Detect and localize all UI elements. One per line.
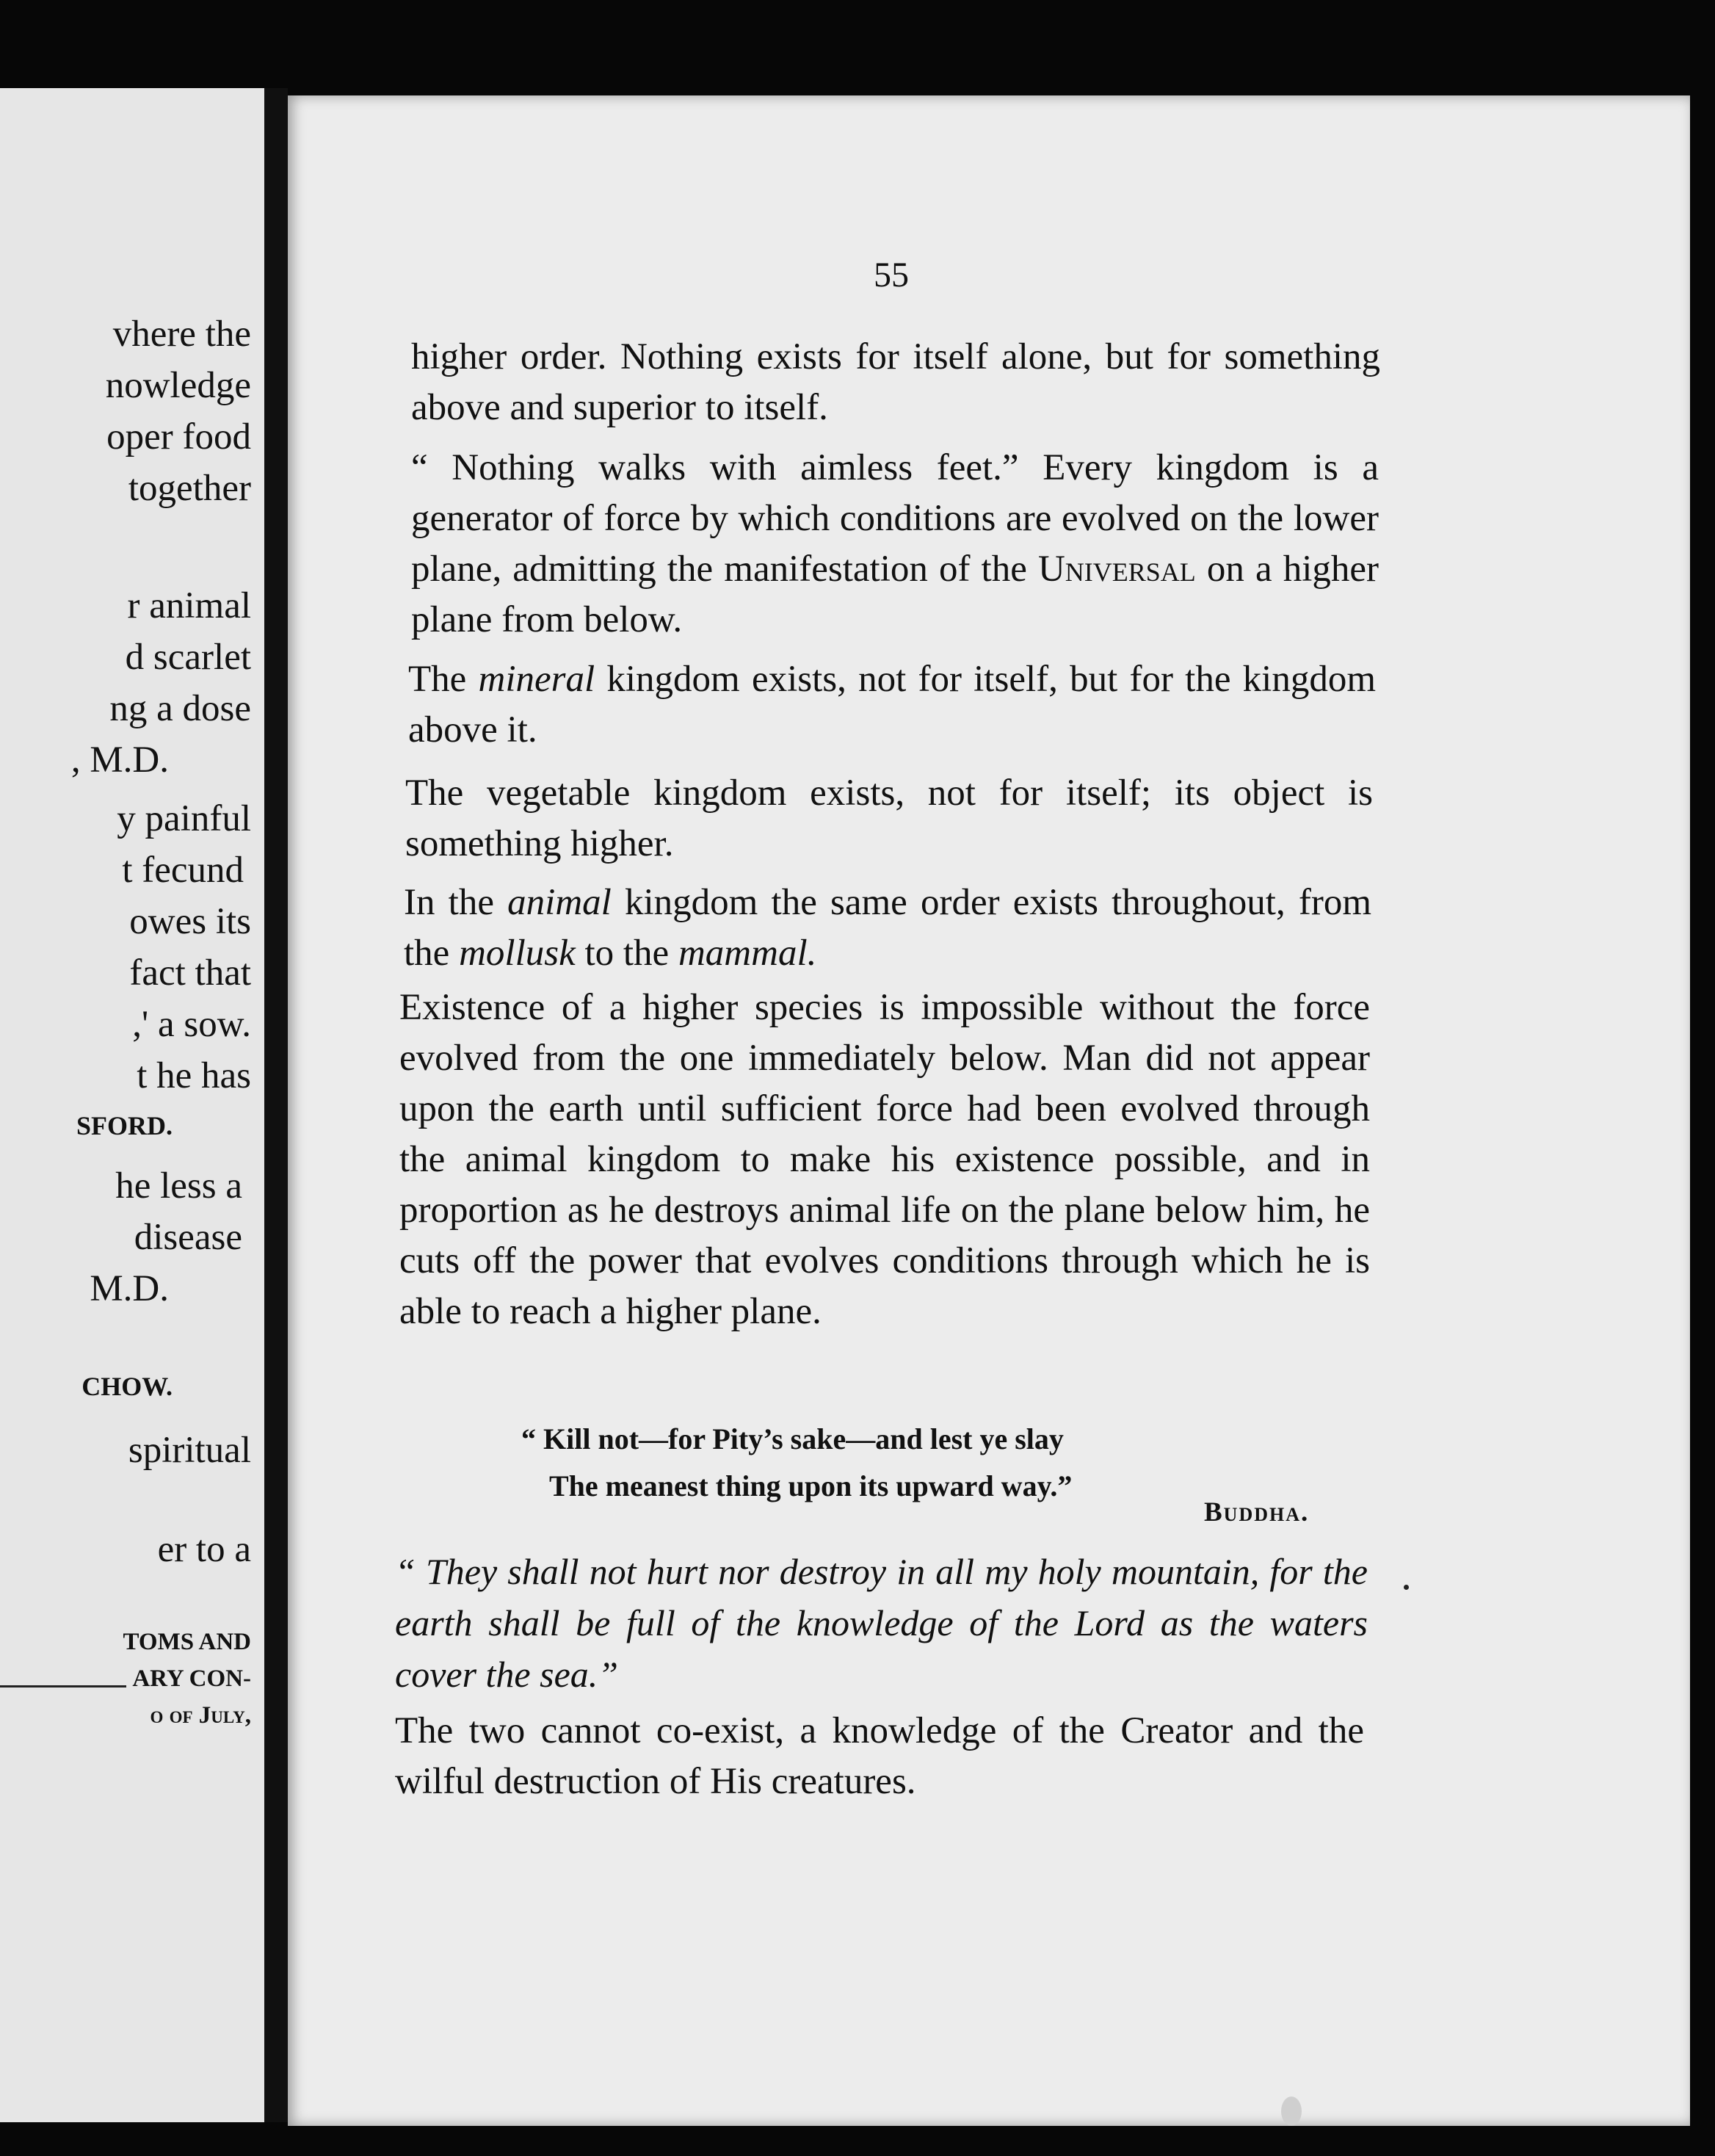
paragraph	[404, 878, 1371, 979]
left-line: SFORD.	[76, 1111, 173, 1140]
paragraph	[411, 332, 1380, 433]
verse-line: The meanest thing upon its upward way.”	[549, 1469, 1073, 1502]
verse-line: “ Kill not—for Pity’s sake—and lest ye slay	[521, 1422, 1064, 1455]
scan-speck	[1404, 1585, 1409, 1590]
left-line: oper food	[106, 416, 251, 457]
left-line: CHOW.	[81, 1372, 173, 1401]
paragraph	[395, 1706, 1364, 1807]
quote-attribution: Buddha.	[1204, 1497, 1310, 1527]
paragraph-text: to the	[584, 933, 670, 974]
paragraph-text: Existence of a higher species is impossible without the force evolved from the one immediately below. Man did not appear upon the earth until sufficient force had been evolved through the animal kingdom to make his existence possible, and in proportion as he destroys animal life on the plane below him, he cuts off the power that evolves conditions through which he is able to reach a higher plane.	[399, 987, 1370, 1332]
italic-quotation: “ They shall not hurt nor destroy in all my holy mountain, for the earth shall be full of the knowledge of the Lord as the waters cover the sea.”	[395, 1551, 1368, 1695]
left-line: spiritual	[128, 1430, 251, 1471]
paragraph-text: The	[408, 659, 467, 700]
italic-word: mollusk	[459, 933, 576, 974]
verse-quotation	[521, 1416, 1182, 1510]
left-footnote-line: TOMS AND	[123, 1629, 251, 1655]
paragraph-text: “ Nothing walks with aimless feet.” Every kingdom is a generator of force by which conditions are evolved on the lower plane, admitting the manifestation of the	[411, 447, 1379, 590]
left-line: vhere the	[112, 314, 251, 355]
footnote-rule	[0, 1685, 126, 1687]
left-line: owes its	[129, 901, 251, 942]
scan-speck	[1281, 2097, 1302, 2126]
paragraph	[411, 443, 1379, 645]
paragraph-text: higher order. Nothing exists for itself alone, but for something above and superior to itself.	[411, 336, 1380, 428]
paragraph-text: on a higher plane from below.	[411, 549, 1379, 640]
left-footnote-line: o of July,	[150, 1702, 251, 1729]
book-gutter	[264, 88, 288, 2122]
page-number: 55	[874, 256, 909, 294]
left-line: d scarlet	[125, 637, 251, 678]
paragraph-text: kingdom the same order exists throughout, from the	[404, 882, 1372, 974]
left-line: he less a	[115, 1165, 242, 1207]
paragraph-text: kingdom exists, not for itself, but for the kingdom above it.	[408, 659, 1377, 750]
italic-word: animal	[507, 882, 612, 923]
left-line: nowledge	[105, 365, 251, 406]
left-line: r animal	[127, 585, 251, 626]
paragraph-text: The two cannot co-exist, a knowledge of the Creator and the wilful destruction of His creatures.	[395, 1710, 1364, 1802]
left-footnote-line: ARY CON-	[132, 1665, 251, 1692]
small-caps-word: Universal	[1037, 549, 1196, 590]
left-line: er to a	[157, 1529, 251, 1570]
left-line: disease	[134, 1217, 242, 1258]
left-line: y painful	[117, 798, 251, 839]
italic-word: mammal.	[678, 933, 817, 974]
left-line: t fecund	[122, 850, 244, 891]
paragraph	[399, 983, 1370, 1337]
previous-page-fragment	[0, 88, 272, 2122]
left-line: fact that	[129, 952, 251, 994]
paragraph-text: The vegetable kingdom exists, not for itself; its object is something higher.	[405, 773, 1373, 864]
paragraph-text: In the	[404, 882, 494, 923]
left-line: t he has	[137, 1055, 251, 1096]
left-line: together	[128, 468, 251, 509]
italic-word: mineral	[478, 659, 595, 700]
paragraph	[405, 768, 1373, 869]
left-line: ,' a sow.	[132, 1004, 251, 1045]
left-line: , M.D.	[70, 739, 169, 781]
paragraph	[408, 654, 1376, 756]
left-line: ng a dose	[109, 688, 251, 729]
left-line: M.D.	[90, 1268, 169, 1309]
